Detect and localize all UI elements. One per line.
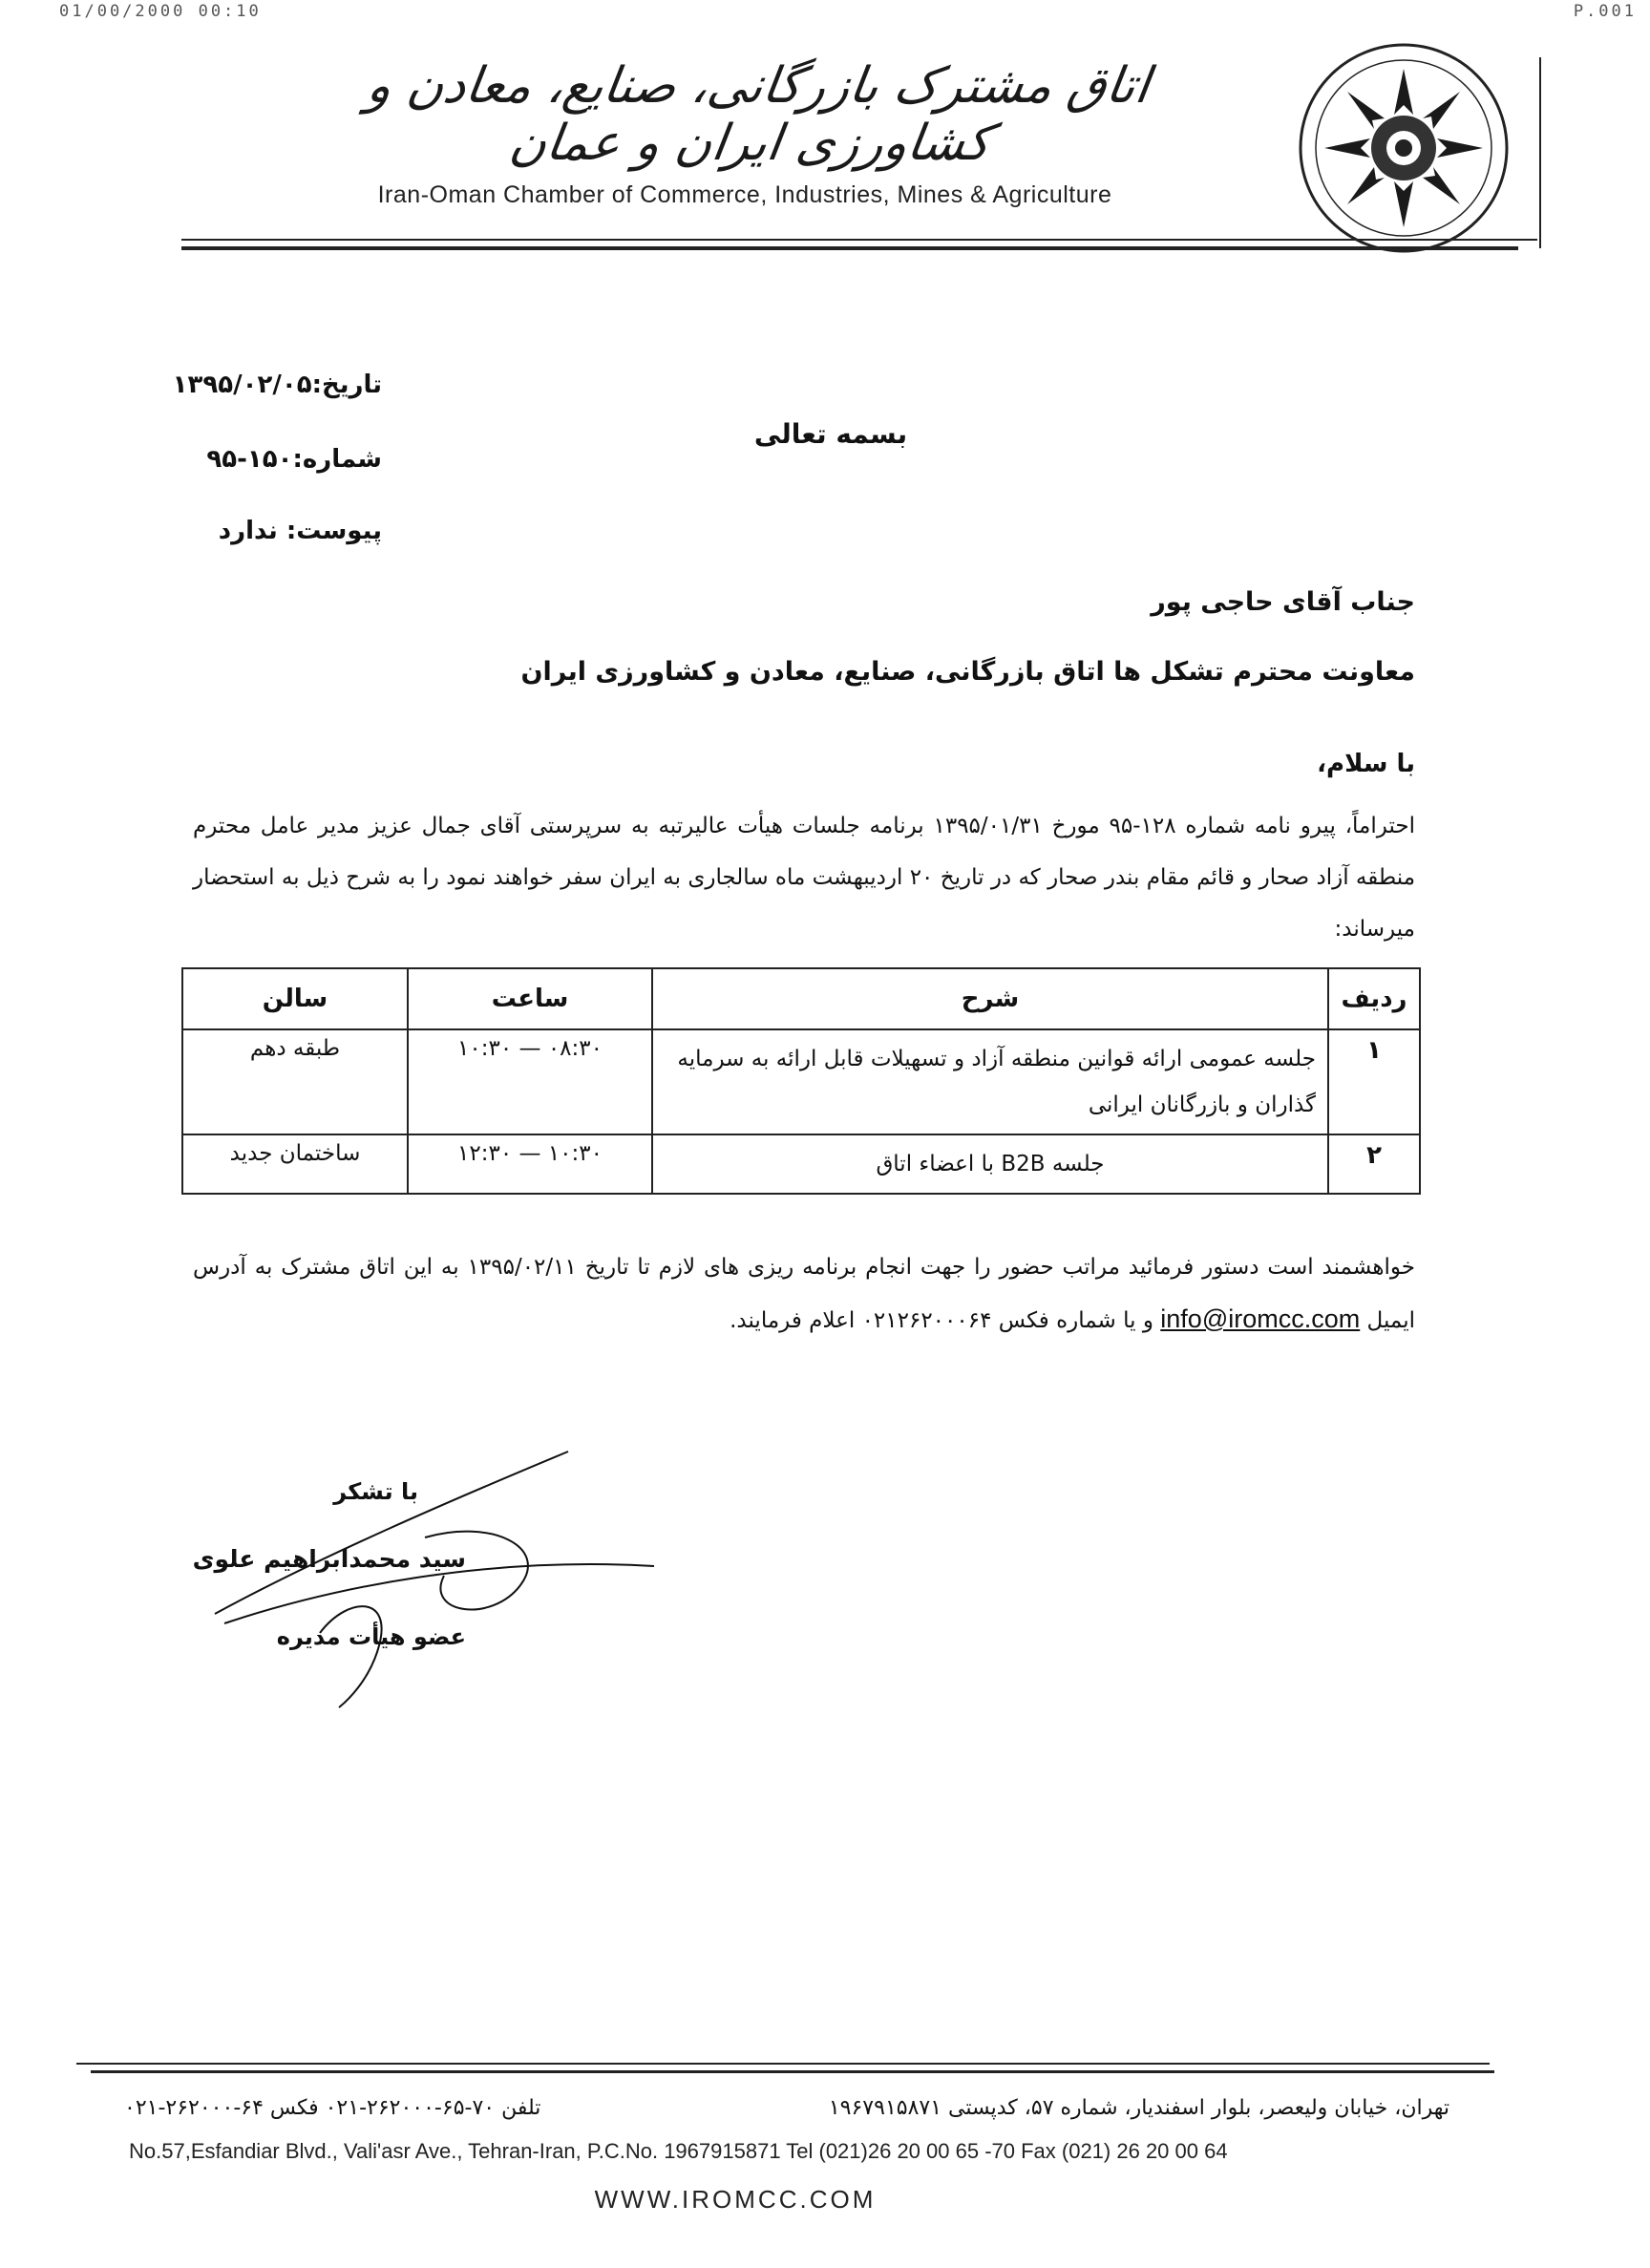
table-header-row (182, 968, 1420, 1029)
row-description: جلسه عمومی ارائه قوانین منطقه آزاد و تسهیلات قابل ارائه به سرمایه گذاران و بازرگانان ایرانی (652, 1029, 1328, 1134)
row-description: جلسه B2B با اعضاء اتاق (652, 1134, 1328, 1194)
table-row (182, 1134, 1420, 1194)
recipient-title: معاونت محترم تشکل ها اتاق بازرگانی، صنایع، معادن و کشاورزی ایران (520, 657, 1415, 687)
table-row (182, 1029, 1420, 1134)
contact-email-link[interactable]: info@iromcc.com (1160, 1304, 1361, 1333)
row-number: ۱ (1328, 1029, 1420, 1134)
header-row-number: ردیف (1328, 968, 1420, 1029)
request-text-before: خواهشمند است دستور فرمائید مراتب حضور را جهت انجام برنامه ریزی های لازم تا تاریخ ۱۳۹۵/۰۲/۱۱ به این اتاق مشترک به آدرس ایمیل (193, 1255, 1415, 1333)
greeting: با سلام، (1317, 750, 1415, 778)
header-rule-bottom (181, 246, 1518, 250)
basmala: بسمه تعالی (753, 418, 908, 450)
header-rule-top (181, 239, 1537, 241)
recipient-name: جناب آقای حاجی پور (1151, 587, 1415, 617)
fax-page-number: P.001 (1573, 2, 1637, 21)
header-rule-side (1539, 57, 1541, 248)
request-paragraph (193, 1241, 1415, 1346)
footer-address-fa: تهران، خیابان ولیعصر، بلوار اسفندیار، شماره ۵۷، کدپستی ۱۹۶۷۹۱۵۸۷۱ (828, 2096, 1449, 2120)
row-time: ۱۰:۳۰ — ۱۲:۳۰ (408, 1134, 652, 1194)
intro-paragraph: احتراماً، پیرو نامه شماره ۱۲۸-۹۵ مورخ ۱۳۹۵/۰۱/۳۱ برنامه جلسات هیأت عالیرتبه به سرپرستی آقای جمال عزیز مدیر عامل محترم منطقه آزاد صحار و قائم مقام بندر صحار که در تاریخ ۲۰ اردیبهشت ماه سالجاری به ایران سفر خواهند نمود را به شرح ذیل به استحضار میرساند: (193, 814, 1416, 942)
letter-date: تاریخ:۱۳۹۵/۰۲/۰۵ (172, 371, 382, 399)
request-text-after: و یا شماره فکس ۰۲۱۲۶۲۰۰۰۶۴ اعلام فرمایند. (730, 1308, 1153, 1333)
header-time: ساعت (408, 968, 652, 1029)
fax-timestamp: 01/00/2000 00:10 (59, 2, 262, 21)
signer-title: عضو هیأت مدیره (276, 1623, 466, 1650)
letterhead-name-en: Iran-Oman Chamber of Commerce, Industries, Mines & Agriculture (377, 181, 1112, 208)
footer-website-link[interactable]: WWW.IROMCC.COM (594, 2185, 877, 2214)
chamber-seal-icon (1294, 38, 1513, 258)
header-description: شرح (652, 968, 1328, 1029)
footer-address-en: No.57,Esfandiar Blvd., Vali'asr Ave., Tehran-Iran, P.C.No. 1967915871 Tel (021)26 20 00 65 -70 Fax (021) 26 20 00 64 (129, 2139, 1228, 2163)
meeting-schedule-table (181, 967, 1421, 1195)
handwritten-signature (205, 1442, 683, 1709)
letter-number: شماره:۱۵۰-۹۵ (206, 445, 382, 474)
letter-attachment: پیوست: ندارد (218, 517, 382, 545)
row-time: ۰۸:۳۰ — ۱۰:۳۰ (408, 1029, 652, 1134)
footer-rule-bottom (91, 2070, 1494, 2073)
closing-thanks: با تشکر (333, 1478, 418, 1505)
row-hall: ساختمان جدید (182, 1134, 408, 1194)
signer-name: سید محمدابراهیم علوی (192, 1545, 466, 1573)
header-hall: سالن (182, 968, 408, 1029)
letterhead-name-fa: اتاق مشترک بازرگانی، صنایع، معادن و کشاورزی ایران و عمان (363, 57, 1153, 172)
footer-phone-fa: تلفن ۷۰-۶۵-۲۶۲۰۰۰-۰۲۱ فکس ۶۴-۲۶۲۰۰۰-۰۲۱ (124, 2096, 541, 2120)
row-number: ۲ (1328, 1134, 1420, 1194)
row-hall: طبقه دهم (182, 1029, 408, 1134)
footer-rule-top (76, 2063, 1490, 2065)
